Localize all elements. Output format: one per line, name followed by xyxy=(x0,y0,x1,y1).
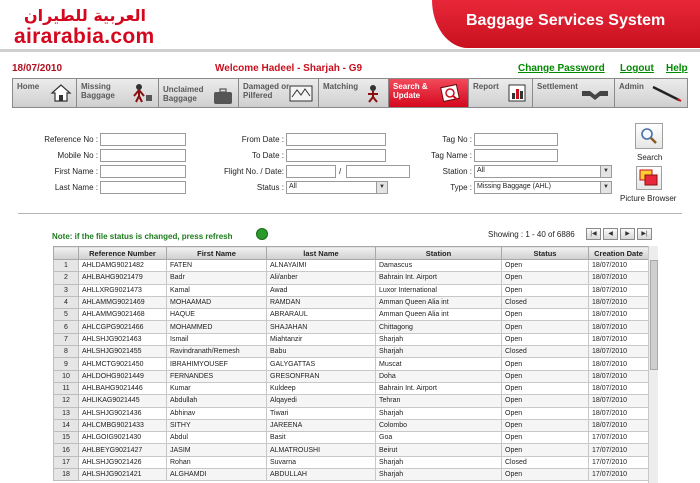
row-number: 7 xyxy=(54,333,79,345)
table-cell[interactable]: AHLBAHG9021479 xyxy=(79,272,167,284)
table-cell[interactable]: AHLSHJG9021426 xyxy=(79,456,167,468)
row-number: 2 xyxy=(54,272,79,284)
table-cell[interactable]: AHLBEYG9021427 xyxy=(79,444,167,456)
row-number: 16 xyxy=(54,444,79,456)
table-cell: 18/07/2010 xyxy=(589,321,649,333)
chevron-down-icon[interactable]: ▼ xyxy=(376,182,387,193)
table-cell[interactable]: AHLSHJG9021463 xyxy=(79,333,167,345)
tag-no-input[interactable] xyxy=(474,133,558,146)
table-cell: Abdullah xyxy=(167,395,267,407)
suitcase-icon xyxy=(212,87,234,107)
help-link[interactable]: Help xyxy=(666,63,688,74)
table-cell: Open xyxy=(502,407,589,419)
table-cell: Badr xyxy=(167,272,267,284)
table-row[interactable] xyxy=(54,321,649,333)
table-cell[interactable]: AHLMCTG9021450 xyxy=(79,358,167,370)
table-cell: Bahrain Int. Airport xyxy=(376,382,502,394)
table-cell[interactable]: AHLSHJG9021436 xyxy=(79,407,167,419)
table-cell: Open xyxy=(502,321,589,333)
nav-admin[interactable] xyxy=(615,79,687,107)
nav-missing-baggage[interactable] xyxy=(77,79,159,107)
table-cell: 18/07/2010 xyxy=(589,395,649,407)
table-cell: 18/07/2010 xyxy=(589,419,649,431)
table-cell[interactable]: AHLLXRG9021473 xyxy=(79,284,167,296)
logout-link[interactable]: Logout xyxy=(620,63,654,74)
flight-date-label: Flight No. / Date: xyxy=(223,167,284,176)
row-number: 14 xyxy=(54,419,79,431)
table-cell: Basit xyxy=(267,432,376,444)
flight-separator: / xyxy=(339,167,342,176)
table-cell: JASIM xyxy=(167,444,267,456)
table-cell: MOHAAMAD xyxy=(167,296,267,308)
table-cell: 18/07/2010 xyxy=(589,333,649,345)
tag-no-label: Tag No : xyxy=(442,135,472,144)
row-number: 11 xyxy=(54,382,79,394)
table-row[interactable] xyxy=(54,272,649,284)
table-cell: Closed xyxy=(502,456,589,468)
table-cell[interactable]: AHLAMMG9021468 xyxy=(79,309,167,321)
picture-browser-label[interactable]: Picture Browser xyxy=(620,194,677,203)
row-number: 1 xyxy=(54,260,79,272)
table-cell: Ali/anber xyxy=(267,272,376,284)
table-row[interactable] xyxy=(54,419,649,431)
column-header-index xyxy=(54,247,79,260)
table-cell: ALGHAMDI xyxy=(167,469,267,481)
table-cell: JAREENA xyxy=(267,419,376,431)
table-cell: Kuldeep xyxy=(267,382,376,394)
table-cell: Open xyxy=(502,358,589,370)
column-header[interactable]: Reference Number xyxy=(79,247,167,260)
nav-label: Admin xyxy=(619,82,644,91)
tag-name-input[interactable] xyxy=(474,149,558,162)
row-number: 4 xyxy=(54,296,79,308)
table-cell: Closed xyxy=(502,296,589,308)
handshake-icon xyxy=(580,83,610,103)
row-number: 6 xyxy=(54,321,79,333)
table-cell[interactable]: AHLIKAG9021445 xyxy=(79,395,167,407)
refresh-icon[interactable] xyxy=(256,228,268,240)
status-selected-value: All xyxy=(289,183,297,190)
table-cell[interactable]: AHLDOHG9021449 xyxy=(79,370,167,382)
results-count: Showing : 1 - 40 of 6886 xyxy=(488,230,575,239)
status-label: Status : xyxy=(256,183,284,192)
table-cell: 18/07/2010 xyxy=(589,309,649,321)
table-cell: Kumar xyxy=(167,382,267,394)
nav-label: Matching xyxy=(323,82,359,91)
table-cell[interactable]: AHLDAMG9021482 xyxy=(79,260,167,272)
search-icon xyxy=(636,124,662,148)
table-cell: FERNANDES xyxy=(167,370,267,382)
house-icon xyxy=(50,83,72,103)
damaged-map-icon xyxy=(288,83,314,103)
table-cell: FATEN xyxy=(167,260,267,272)
table-cell: Sharjah xyxy=(376,407,502,419)
next-page-icon[interactable]: ▶ xyxy=(620,228,635,240)
table-cell: 18/07/2010 xyxy=(589,358,649,370)
current-date: 18/07/2010 xyxy=(12,63,63,74)
table-cell: Rohan xyxy=(167,456,267,468)
column-header[interactable]: last Name xyxy=(267,247,376,260)
table-cell: 17/07/2010 xyxy=(589,432,649,444)
table-cell: Sharjah xyxy=(376,456,502,468)
row-number: 3 xyxy=(54,284,79,296)
from-date-label: From Date : xyxy=(241,135,284,144)
previous-page-icon[interactable]: ◀ xyxy=(603,228,618,240)
table-cell: Alqayedi xyxy=(267,395,376,407)
table-cell: 18/07/2010 xyxy=(589,284,649,296)
table-cell: Abdul xyxy=(167,432,267,444)
table-row[interactable] xyxy=(54,444,649,456)
table-cell: Sharjah xyxy=(376,469,502,481)
table-row[interactable] xyxy=(54,284,649,296)
pen-icon xyxy=(649,83,683,103)
system-title: Baggage Services System xyxy=(466,12,666,29)
station-selected-value: All xyxy=(477,167,485,174)
table-cell[interactable]: AHLCGPG9021466 xyxy=(79,321,167,333)
status-select[interactable] xyxy=(286,181,388,194)
table-cell: Awad xyxy=(267,284,376,296)
table-cell: Open xyxy=(502,382,589,394)
column-header[interactable]: Station xyxy=(376,247,502,260)
chevron-down-icon[interactable]: ▼ xyxy=(600,166,611,177)
table-cell: Abhinav xyxy=(167,407,267,419)
row-number: 17 xyxy=(54,456,79,468)
flight-no-input[interactable] xyxy=(286,165,336,178)
table-header-row xyxy=(54,247,649,260)
table-cell: Open xyxy=(502,432,589,444)
table-cell[interactable]: AHLCMBG9021433 xyxy=(79,419,167,431)
table-cell: 18/07/2010 xyxy=(589,407,649,419)
table-cell: Closed xyxy=(502,346,589,358)
search-button[interactable] xyxy=(635,123,663,149)
table-cell: Open xyxy=(502,395,589,407)
table-cell: 18/07/2010 xyxy=(589,346,649,358)
table-row[interactable] xyxy=(54,382,649,394)
picture-browser-button[interactable] xyxy=(636,166,662,190)
results-table xyxy=(53,246,649,481)
table-cell: MOHAMMED xyxy=(167,321,267,333)
refresh-note: Note: if the file status is changed, press refresh xyxy=(52,232,233,241)
matching-person-icon xyxy=(362,83,384,103)
table-cell: 18/07/2010 xyxy=(589,260,649,272)
table-row[interactable] xyxy=(54,309,649,321)
table-cell[interactable]: AHLGOIG9021430 xyxy=(79,432,167,444)
station-select[interactable] xyxy=(474,165,612,178)
table-cell: Muscat xyxy=(376,358,502,370)
table-row[interactable] xyxy=(54,346,649,358)
to-date-input[interactable] xyxy=(286,149,386,162)
type-select[interactable] xyxy=(474,181,612,194)
traveler-icon xyxy=(124,83,154,103)
nav-label: Home xyxy=(17,82,40,91)
table-cell: ALNAYAIMI xyxy=(267,260,376,272)
logo-english: airarabia.com xyxy=(14,25,155,48)
table-cell[interactable]: AHLSHJG9021455 xyxy=(79,346,167,358)
table-cell: Chittagong xyxy=(376,321,502,333)
table-cell: Miahtanzir xyxy=(267,333,376,345)
main-nav xyxy=(12,78,688,108)
table-cell: SHAJAHAN xyxy=(267,321,376,333)
table-cell: 18/07/2010 xyxy=(589,272,649,284)
table-cell: GALYGATTAS xyxy=(267,358,376,370)
table-scrollbar[interactable] xyxy=(648,246,658,483)
table-cell: GRESONFRAN xyxy=(267,370,376,382)
nav-report[interactable] xyxy=(469,79,533,107)
table-row[interactable] xyxy=(54,407,649,419)
table-cell: Kamal xyxy=(167,284,267,296)
station-label: Station : xyxy=(442,167,472,176)
table-cell: Luxor International xyxy=(376,284,502,296)
first-name-input[interactable] xyxy=(100,165,186,178)
row-number: 15 xyxy=(54,432,79,444)
table-cell: Babu xyxy=(267,346,376,358)
table-cell: Doha xyxy=(376,370,502,382)
row-number: 9 xyxy=(54,358,79,370)
report-chart-icon xyxy=(506,83,528,103)
mobile-no-input[interactable] xyxy=(100,149,186,162)
table-row[interactable] xyxy=(54,260,649,272)
table-cell: Sharjah xyxy=(376,333,502,345)
table-cell[interactable]: AHLSHJG9021421 xyxy=(79,469,167,481)
welcome-message: Welcome Hadeel - Sharjah - G9 xyxy=(215,63,363,74)
table-cell: Tehran xyxy=(376,395,502,407)
column-header[interactable]: Status xyxy=(502,247,589,260)
table-cell: Open xyxy=(502,469,589,481)
table-row[interactable] xyxy=(54,333,649,345)
scrollbar-thumb[interactable] xyxy=(650,260,658,370)
table-row[interactable] xyxy=(54,296,649,308)
search-button-label[interactable]: Search xyxy=(637,153,663,162)
nav-unclaimed-baggage[interactable] xyxy=(159,79,239,107)
first-page-icon[interactable]: |◀ xyxy=(586,228,601,240)
mobile-no-label: Mobile No : xyxy=(57,151,98,160)
results-body xyxy=(54,260,649,481)
table-cell: Beirut xyxy=(376,444,502,456)
type-label: Type : xyxy=(450,183,472,192)
table-cell: Ravindranath/Remesh xyxy=(167,346,267,358)
table-cell: 18/07/2010 xyxy=(589,370,649,382)
table-cell: ABDULLAH xyxy=(267,469,376,481)
table-cell: Amman Queen Alia int xyxy=(376,309,502,321)
table-cell: 17/07/2010 xyxy=(589,469,649,481)
table-cell: Open xyxy=(502,444,589,456)
table-cell: Sharjah xyxy=(376,346,502,358)
table-cell: RAMDAN xyxy=(267,296,376,308)
picture-browser-icon xyxy=(637,167,661,189)
table-cell: 17/07/2010 xyxy=(589,444,649,456)
header-divider xyxy=(0,49,700,52)
row-number: 13 xyxy=(54,407,79,419)
nav-label: Settlement xyxy=(537,82,578,91)
last-name-input[interactable] xyxy=(100,181,186,194)
nav-label: Damaged or Pilfered xyxy=(243,82,290,100)
table-cell: Suvarna xyxy=(267,456,376,468)
table-cell: Amman Queen Alia int xyxy=(376,296,502,308)
table-cell: 17/07/2010 xyxy=(589,456,649,468)
app-header xyxy=(0,0,700,50)
table-cell: Open xyxy=(502,370,589,382)
row-number: 8 xyxy=(54,346,79,358)
nav-label: Unclaimed Baggage xyxy=(163,85,204,103)
nav-settlement[interactable] xyxy=(533,79,615,107)
table-row[interactable] xyxy=(54,370,649,382)
row-number: 12 xyxy=(54,395,79,407)
table-cell: Open xyxy=(502,419,589,431)
table-cell: Goa xyxy=(376,432,502,444)
table-cell: Open xyxy=(502,260,589,272)
table-cell: SITHY xyxy=(167,419,267,431)
first-name-label: First Name : xyxy=(54,167,98,176)
chevron-down-icon[interactable]: ▼ xyxy=(600,182,611,193)
table-cell: Tiwari xyxy=(267,407,376,419)
type-selected-value: Missing Baggage (AHL) xyxy=(477,183,551,190)
logo-arabic: العربية للطيران xyxy=(24,6,147,25)
table-cell[interactable]: AHLAMMG9021469 xyxy=(79,296,167,308)
to-date-label: To Date : xyxy=(251,151,284,160)
tag-name-label: Tag Name : xyxy=(431,151,472,160)
table-row[interactable] xyxy=(54,358,649,370)
table-cell: Damascus xyxy=(376,260,502,272)
table-cell[interactable]: AHLBAHG9021446 xyxy=(79,382,167,394)
table-cell: IBRAHIMYOUSEF xyxy=(167,358,267,370)
nav-label: Search & Update xyxy=(393,82,428,100)
table-cell: ALMATROUSHI xyxy=(267,444,376,456)
table-cell: Open xyxy=(502,284,589,296)
table-row[interactable] xyxy=(54,456,649,468)
nav-label: Report xyxy=(473,82,499,91)
table-cell: Open xyxy=(502,309,589,321)
section-divider xyxy=(18,213,682,214)
table-cell: Bahrain Int. Airport xyxy=(376,272,502,284)
last-name-label: Last Name : xyxy=(54,183,98,192)
table-row[interactable] xyxy=(54,469,649,481)
table-cell: ABRARAUL xyxy=(267,309,376,321)
row-number: 10 xyxy=(54,370,79,382)
from-date-input[interactable] xyxy=(286,133,386,146)
table-cell: 18/07/2010 xyxy=(589,296,649,308)
row-number: 5 xyxy=(54,309,79,321)
table-cell: HAQUE xyxy=(167,309,267,321)
row-number: 18 xyxy=(54,469,79,481)
table-row[interactable] xyxy=(54,395,649,407)
nav-matching[interactable] xyxy=(319,79,389,107)
table-cell: Open xyxy=(502,272,589,284)
table-cell: Ismail xyxy=(167,333,267,345)
nav-label: Missing Baggage xyxy=(81,82,115,100)
nav-damaged-pilfered[interactable] xyxy=(239,79,319,107)
reference-no-input[interactable] xyxy=(100,133,186,146)
nav-home[interactable] xyxy=(13,79,77,107)
column-header[interactable]: First Name xyxy=(167,247,267,260)
last-page-icon[interactable]: ▶| xyxy=(637,228,652,240)
table-cell: Open xyxy=(502,333,589,345)
reference-no-label: Reference No : xyxy=(44,135,98,144)
magnifier-document-icon xyxy=(438,83,464,103)
nav-search-update[interactable] xyxy=(389,79,469,107)
table-cell: Colombo xyxy=(376,419,502,431)
column-header[interactable]: Creation Date xyxy=(589,247,649,260)
change-password-link[interactable]: Change Password xyxy=(518,63,605,74)
table-row[interactable] xyxy=(54,432,649,444)
table-cell: 18/07/2010 xyxy=(589,382,649,394)
